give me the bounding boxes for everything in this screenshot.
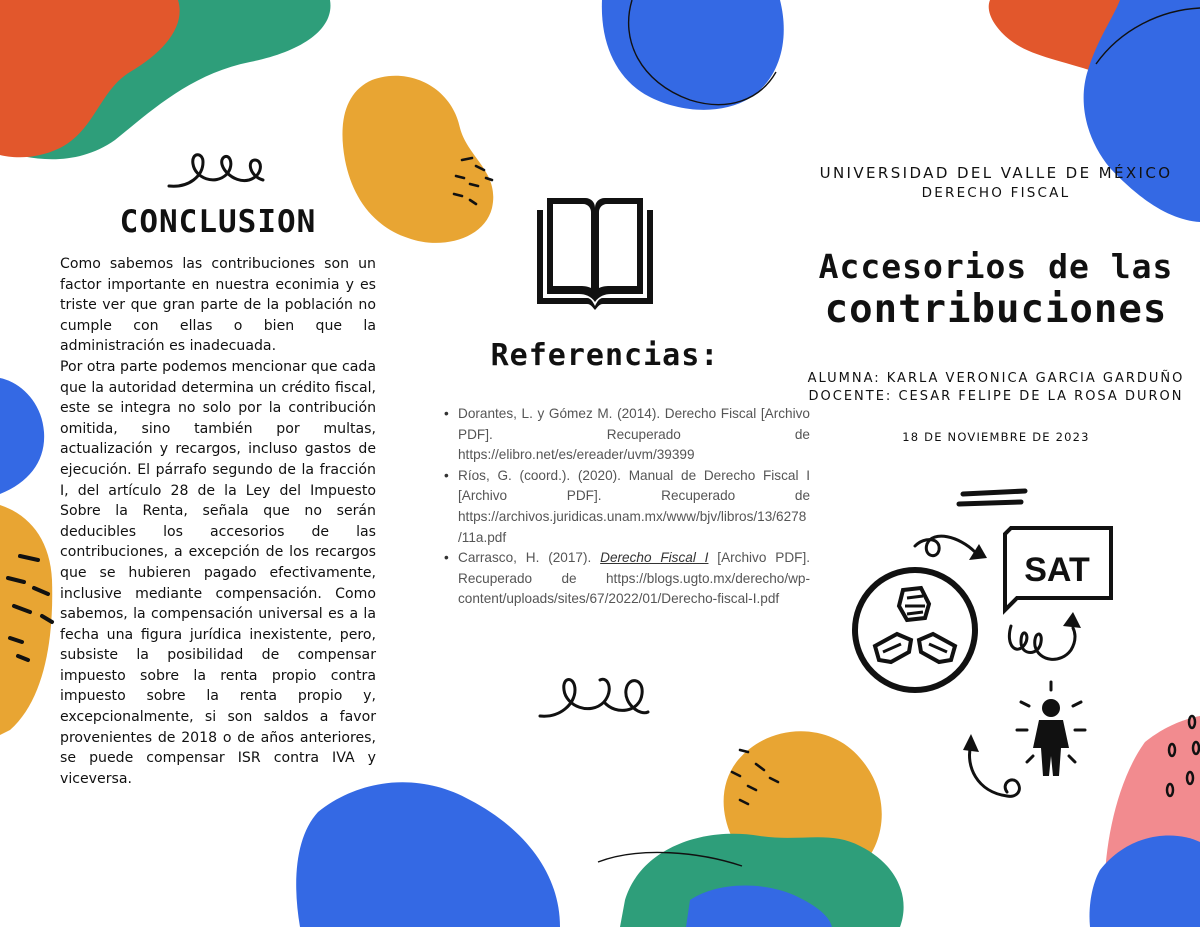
conclusion-paragraph-2: Por otra parte podemos mencionar que cada que la autoridad determina un crédito fiscal, este se integra no solo por la contribución omitida, sino también por multas, actualización y recargos, incluso gastos de ejecución. El párrafo segundo de la fracción I, del artículo 28 de la Ley del Impuesto Sobre la Renta, señala que no serán deducibles los accesorios de las contribuciones, a excepción de los recargos que se hubieren pagado efectivamente, inclusive mediante compensación. Como sabemos, la compensación universal es a la fecha una figura jurídica inexistente, pero, subsiste la posibilidad de compensar impuesto sobre la renta propio contra impuesto sobre la renta propio y, excepcionalmente, si son saldos a favor provenientes de 2018 o de años anteriores, se puede compensar ISR contra IVA y viceversa. [60, 358, 376, 787]
date: 18 DE NOVIEMBRE DE 2023 [902, 430, 1090, 444]
main-title-line-2: contribuciones [824, 287, 1168, 332]
university-name: UNIVERSIDAD DEL VALLE DE MÉXICO [819, 164, 1173, 182]
equals-mark-icon [959, 491, 1025, 504]
sat-sign [1005, 528, 1111, 610]
bullet-icon: • [444, 406, 449, 421]
teacher-name: DOCENTE: CESAR FELIPE DE LA ROSA DURON [808, 389, 1184, 404]
arrow-head-icon [1063, 612, 1081, 628]
hands-circle-icon [855, 570, 975, 690]
reference-text: [Archivo PDF]. Recuperado de https://blogs.ugto.mx/derecho/wp-content/uploads/sites/67/2022/01/Derecho-fiscal-I.pdf [458, 550, 810, 607]
references-title: Referencias: [490, 338, 720, 373]
blue-blob-bottom-left [296, 782, 560, 927]
reference-link[interactable]: Derecho Fiscal I [600, 550, 709, 566]
sat-illustration [845, 486, 1145, 806]
conclusion-title: CONCLUSION [119, 204, 317, 240]
curved-arrow-icon [915, 536, 975, 556]
bullet-icon: • [444, 467, 449, 483]
conclusion-paragraph-1: Como sabemos las contribuciones son un factor importante en nuestra econimia y es triste ver que gran parte de la población no cumple con ellas o bien que la administración es inadecuada. [60, 256, 376, 355]
reference-item [444, 466, 810, 548]
conclusion-panel [60, 150, 376, 789]
loop-doodle-middle-2 [604, 681, 648, 713]
loop-doodle-middle [540, 679, 609, 716]
arrow-head-icon [969, 544, 987, 560]
blue-blob-left [0, 378, 44, 494]
open-book-icon [533, 190, 657, 310]
reference-item [444, 404, 810, 466]
arrow-head-icon [963, 734, 979, 752]
student-name: ALUMNA: KARLA VERONICA GARCIA GARDUÑO [807, 371, 1185, 386]
yellow-blob-left [0, 505, 52, 735]
person-icon [1017, 682, 1085, 776]
loop-doodle-icon [163, 150, 273, 194]
references-list [420, 404, 810, 610]
cover-panel [800, 164, 1192, 444]
reference-text: Carrasco, H. (2017). [458, 550, 601, 566]
main-title-line-1: Accesorios de las [818, 247, 1174, 286]
curved-arrow-icon [970, 744, 1020, 796]
bullet-icon: • [444, 550, 449, 566]
loop-arrow-icon [1009, 626, 1075, 659]
sat-label: SAT [1024, 551, 1090, 589]
subject-name: DERECHO FISCAL [921, 185, 1071, 201]
reference-text: Dorantes, L. y Gómez M. (2014). Derecho Fiscal [Archivo PDF]. Recuperado de https://elibro.net/es/ereader/uvm/39399 [458, 406, 810, 463]
reference-item [444, 548, 810, 610]
reference-text: Ríos, G. (coord.). (2020). Manual de Derecho Fiscal I [Archivo PDF]. Recuperado de https://archivos.juridicas.unam.mx/www/bjv/libros/13/6278/11a.pdf [458, 467, 810, 545]
blue-blob-bottom-right [1089, 835, 1200, 927]
